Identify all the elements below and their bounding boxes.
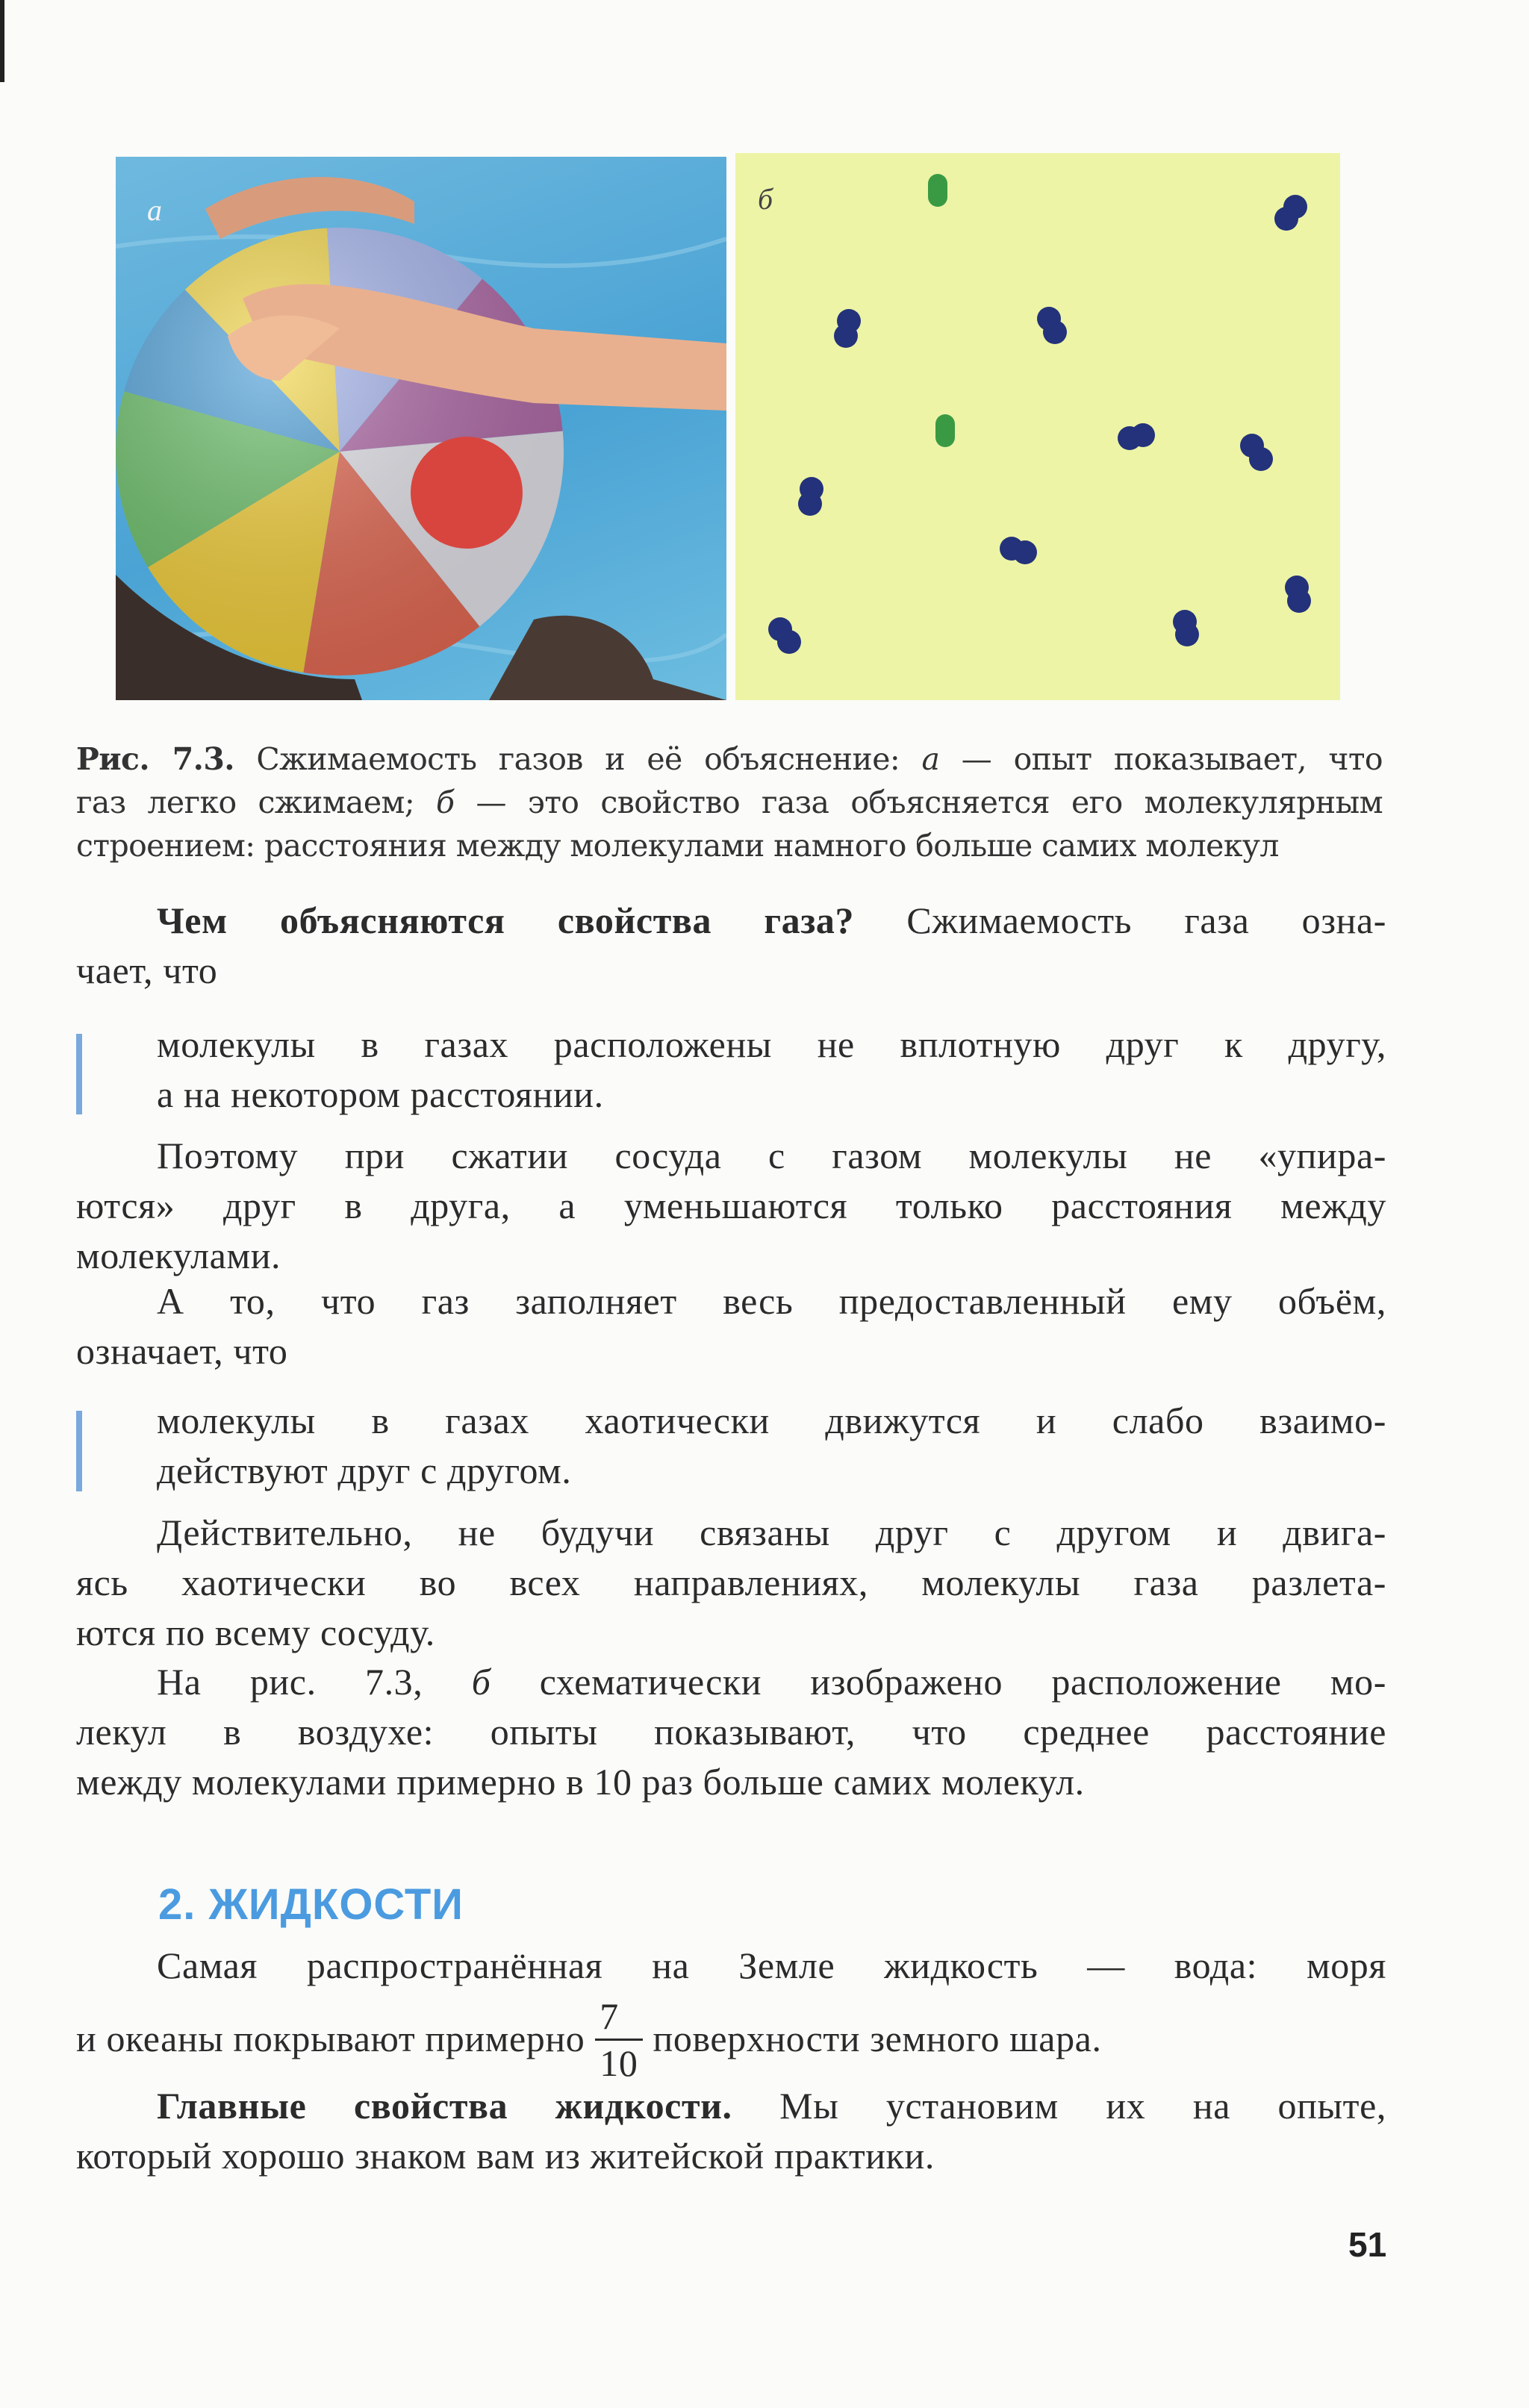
fraction-seven-tenths: $\frac{7}{10}$ xyxy=(595,1994,642,2086)
figure-panel-b-gas-molecules xyxy=(735,153,1340,700)
molecule xyxy=(1118,423,1155,450)
molecule xyxy=(834,309,861,348)
panel-a-label: а xyxy=(147,193,162,227)
molecule xyxy=(1240,434,1273,471)
page-number: 51 xyxy=(1348,2225,1387,2264)
question-heading: Чем объясняются свойства газа? xyxy=(157,899,855,941)
molecule xyxy=(1274,195,1307,231)
caption-line-3: строением: расстояния между молекулами намного больше самих молекул xyxy=(76,828,1279,864)
key-statement-1: молекулы в газах расположены не вплотную друг к другу, а на некотором расстоянии. xyxy=(157,1023,1386,1115)
caption-line-1: Рис. 7.3. Сжимаемость газов и её объяснение: а — опыт показывает, что xyxy=(76,741,1383,777)
paragraph-chaotic-motion: Действительно, не будучи связаны друг с другом и двига- ясь хаотически во всех направлениях, молекулы газа разлета- ются по всему сосуду. xyxy=(76,1512,1386,1653)
molecule xyxy=(1000,537,1037,564)
molecule xyxy=(798,477,823,516)
key-statement-1-marker xyxy=(76,1034,82,1114)
molecules-diagram xyxy=(735,153,1340,700)
molecule xyxy=(1173,610,1199,646)
page-edge-shadow xyxy=(0,0,4,82)
figure-panel-a-beach-ball xyxy=(116,157,726,700)
paragraph-compression: Поэтому при сжатии сосуда с газом молекулы не «упира- ются» друг в друга, а уменьшаются только расстояния между молекулами. xyxy=(76,1135,1386,1276)
paragraph-liquid-properties: Главные свойства жидкости. Мы установим их на опыте, который хорошо знаком вам из житейской практики. xyxy=(76,2085,1386,2177)
caption-figure-label: Рис. 7.3. xyxy=(76,741,234,777)
molecule-green xyxy=(928,174,947,207)
caption-line-2: газ легко сжимаем; б — это свойство газа объясняется его молекулярным xyxy=(76,785,1383,820)
figure-caption xyxy=(76,737,1383,867)
paragraph-volume: А то, что газ заполняет весь предоставленный ему объём, означает, что xyxy=(76,1280,1386,1372)
molecule xyxy=(768,617,801,654)
molecule-green xyxy=(935,414,955,447)
paragraph-figure-reference: На рис. 7.3, б схематически изображено расположение мо- лекул в воздухе: опыты показывают, что среднее расстояние между молекулами примерно в 10 раз больше самих молекул. xyxy=(76,1661,1387,1803)
molecule xyxy=(1285,576,1311,613)
paragraph-water: Самая распространённая на Земле жидкость — вода: моря и океаны покрывают примерно $\frac{7}{10}$ поверхности земного шара. xyxy=(76,1944,1386,2084)
molecule xyxy=(1037,307,1067,344)
paragraph-question: Чем объясняются свойства газа? Сжимаемость газа озна- чает, что xyxy=(76,899,1386,991)
beach-ball-illustration xyxy=(116,157,726,700)
key-statement-2-marker xyxy=(76,1411,82,1491)
key-statement-2: молекулы в газах хаотически движутся и слабо взаимо- действуют друг с другом. xyxy=(157,1400,1386,1491)
panel-b-label: б xyxy=(758,182,773,216)
section-heading: 2. ЖИДКОСТИ xyxy=(158,1880,464,1929)
liquid-properties-heading: Главные свойства жидкости. xyxy=(157,2085,732,2127)
